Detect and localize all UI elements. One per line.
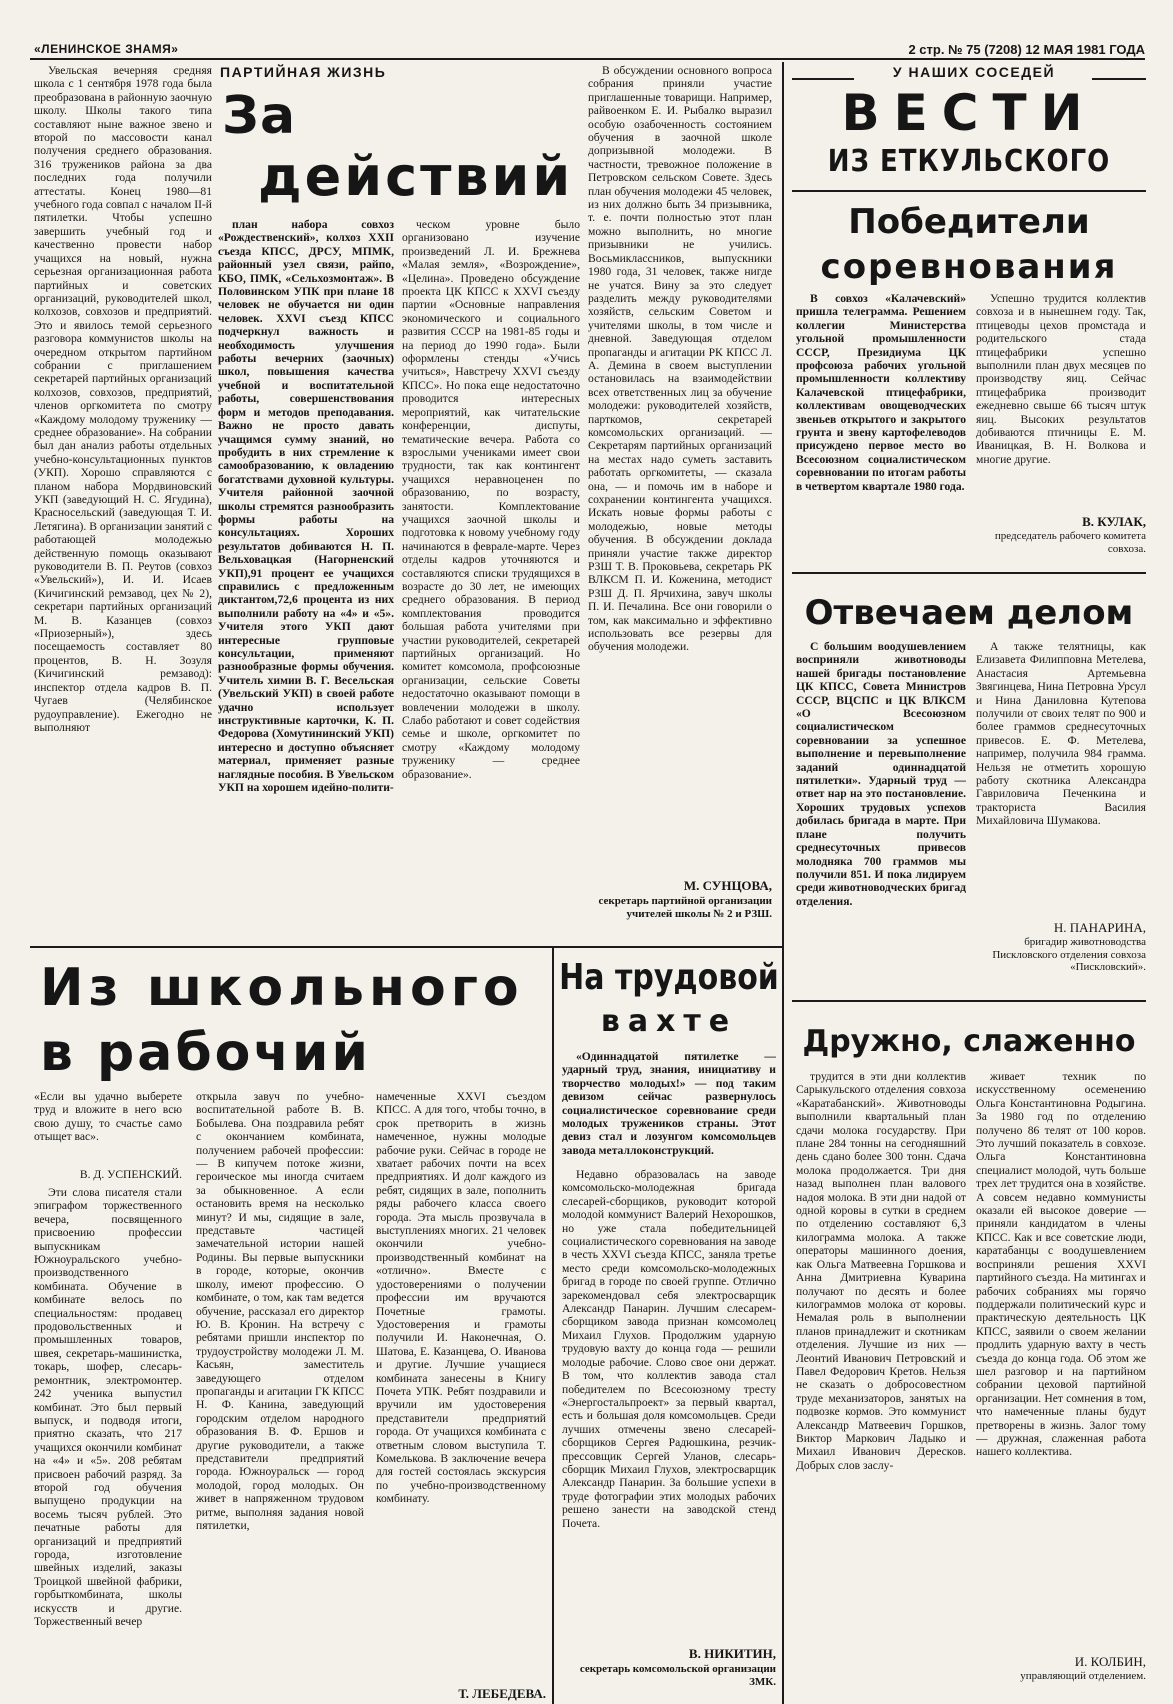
neighbors-rule <box>792 190 1146 192</box>
watch-body <box>562 1168 776 1644</box>
deeds-column-2 <box>976 640 1146 916</box>
issue-line: 2 стр. № 75 (7208) 12 МАЯ 1981 ГОДА <box>908 42 1145 57</box>
school-column-3 <box>376 1090 546 1684</box>
school-col2-text: открыла завуч по учебно-воспитательной работе В. В. Бобылева. Она поздравила ребят с окончанием комбината, получением рабочей профессии: — В кипучем потоке жизни, героическое мы иногда считаем за обыкновенное. А если остановить время на несколько минут? И мы, сидящие в зале, представьте частицей замечательной истории нашей Родины. Вы первые выпускники в городе, которые, окончив школу, имеют профессию. О комбинате, о том, как там ведется обучение, рассказал его директор Ю. В. Кронин. На встречу с ребятами пришли инспектор по трудоустройству молодежи Л. М. Касьян, заместитель заведующего отделом пропаганды и агитации ГК КПСС Н. Ф. Канина, заведующий городским отделом народного образования В. Ф. Ершов и другие руководители, а также представители предприятий города. Южноуральск — город молодой, город молодых. Он живет в напряженном трудовом ритме, выполняя задания новой пятилетки, <box>196 1090 364 1532</box>
deeds-signature: Н. ПАНАРИНА, <box>1053 920 1146 935</box>
top-rule <box>30 58 1145 60</box>
winners-col1-text: В совхоз «Калачевский» пришла телеграмма. Решением коллегии Министерства угольной промышленности СССР, Президиума ЦК профсоюза рабочих угольной промышленности коллективу Калачевской птицефабрики, коллективам овощеводческих звеньев открытого и закрытого грунта и звену картофелеводов присуждено первое место во Всесоюзном социалистическом соревновании по итогам работы в четвертом квартале 1980 года. <box>796 292 966 493</box>
winners-title-line1: Победители <box>848 202 1090 242</box>
school-col1-text: Эти слова писателя стали эпиграфом торжественного вечера, посвященного присвоению профессии выпускникам Южноуральского учебно-производственного комбината. Обучение в комбинате велось по специальностям: продавец продовольственных и промышленных товаров, швея, секретарь-машинистка, токарь, шофер, слесарь-ремонтник, электромонтер. 242 ученика выпустил комбинат. Это был первый выпуск, и подводя итоги, приятно сказать, что 217 учащихся окончили комбинат на «4» и «5». 208 ребятам присвоен рабочий разряд. За второй год обучения выпущено продукции на восемь тысяч рублей. Это печатные работы для организаций и предприятий города, изготовление швейных изделий, заказы Троицкой швейной фабрики, горбыткомбината, школы искусств и другие. Торжественный вечер <box>34 1186 182 1628</box>
watch-signature: В. НИКИТИН, <box>688 1646 776 1661</box>
deeds-col1-text: С большим воодушевлением восприняли животноводы нашей бригады постановление ЦК КПСС, Совета Министров СССР, ВЦСПС и ЦК ВЛКСМ «О Всесоюзном социалистическом соревновании за успешное выполнение и перевыполнение заданий одиннадцатой пятилетки». Ударный труд — ответ нар на это постановление. Хороших трудовых успехов добилась бригада в марте. При плане получить среднесуточных привесов молодняка 700 граммов мы получили 851. И пока лидируем среди животноводческих бригад отделения. <box>796 640 966 908</box>
winners-col2-text: Успешно трудится коллектив совхоза и в нынешнем году. Так, птицеводы цехов промстада и родительского стада птицефабрики успешно выполнили план двух месяцев по производству яиц. Сейчас птицефабрика производит ежедневно свыше 66 тысяч штук яиц. Высоких результатов добиваются птичницы Е. М. Иваницкая, В. Н. Волкова и многие другие. <box>976 292 1146 466</box>
watch-signature-role: секретарь комсомольской организации ЗМК. <box>579 1663 776 1688</box>
friendly-title: Дружно, слаженно <box>802 1024 1136 1059</box>
school-col3-text: намеченные XXVI съездом КПСС. А для того, чтобы точно, в срок претворить в жизнь намеченное, нужны молодые рабочие руки. Сейчас в городе не хватает рабочих почти на всех предприятиях. И долг каждого из ребят, сидящих в зале, пополнить ряды рабочего класса своего города. Эта мысль прозвучала в выступлениях многих. 21 человек окончили учебно-производственный комбинат на «отлично». Вместе с удостоверениями о получении профессии им вручаются Почетные грамоты. Удостоверения и грамоты получили И. Наконечная, О. Шатова, Е. Казанцева, О. Иванова и другие. Лучшие учащиеся комбината занесены в Книгу Почета УПК. Ребят поздравили и вручили им удостоверения представители предприятий города. От учащихся комбината с ответным словом выступила Т. Комелькова. В заключение вечера для гостей состоялась экскурсия по учебно-производственному комбинату. <box>376 1090 546 1506</box>
friendly-col2-text: живает техник по искусственному осеменению Ольга Константиновна Родыгина. За 1980 год по отделению получено 86 телят от 100 коров. Это лучший показатель в совхозе. Ольга Константиновна специалист молодой, чуть больше трех лет трудится она в хозяйстве. А совсем недавно коммунисты оказали ей высокое доверие — приняли кандидатом в члены КПСС. Как и все советские люди, каратабанцы с воодушевлением восприняли решения XXVI партийного съезда. На митингах и рабочих собраниях мы горячо поддержали политический курс и практическую деятельность ЦК КПСС, заявили о своем желании продлить ударную вахту в честь съезда до конца года. Об этом же шел разговор и на партийном собрании цеховой партийной организации. Нет сомнения в том, что намеченные планы будут претворены в жизнь. Залог тому — дружная, слаженная работа нашего коллектива. <box>976 1070 1146 1459</box>
friendly-column-1 <box>796 1070 966 1704</box>
school-title-line1: Из школьного <box>40 958 524 1018</box>
party-column-3 <box>402 218 580 938</box>
party-column-2 <box>218 218 394 938</box>
winners-rule <box>792 572 1146 574</box>
winners-signature-role: председатель рабочего комитета совхоза. <box>994 530 1146 555</box>
party-title-line2: действий <box>258 146 574 208</box>
watch-body-text: Недавно образовалась на заводе комсомольско-молодежная бригада слесарей-сборщиков, руководит которой молодой коммунист Валерий Нехорошков, но уже стала победительницей социалистического соревнования на заводе в честь XXVI съезда КПСС, заняла третье место среди комсомольско-молодежных бригад в городе по своей группе. Отлично зарекомендовал себя электросварщик Александр Панарин. Лучшим слесарем-сборщиком завода признан комсомолец Михаил Глухов. Продолжим ударную трудовую вахту до конца года — решили молодые рабочие. Слово свое они держат. В том, что коллектив завода стал победителем по Всесоюзному тресту «Энергостальпроект» за первый квартал, есть и большая доля комсомольцев. Среди лучших отмечены звено слесарей-сборщиков Сергея Радюшкина, резчик-прессовщик Сергей Уланов, слесарь-сборщик Михаил Глухов, электросварщик Александр Панарин. За большие успехи в труде фотографии этих молодых рабочих решено занести на заводской стенд Почета. <box>562 1168 776 1530</box>
party-signature-role: секретарь партийной организации учителей школы № 2 и РЗШ. <box>598 895 772 920</box>
masthead-name: «ЛЕНИНСКОЕ ЗНАМЯ» <box>34 42 179 56</box>
party-column-1 <box>34 64 212 940</box>
friendly-column-2 <box>976 1070 1146 1650</box>
party-col3-text: ческом уровне было организовано изучение произведений Л. И. Брежнева «Малая земля», «Возрождение», «Целина». Проведено обсуждение проекта ЦК КПСС к XXVI съезду партии «Основные направления экономического и социального развития СССР на 1981-85 годы и на период до 1990 года». Были оформлены стенды «Учись учиться», Навстречу XXVI съезду КПСС». Но пока еще недостаточно проводится интересных мероприятий, как читательские конференции, диспуты, тематические вечера. Работа со взрослыми учениками имеет свои трудности, так как контингент учащихся неравноценен по образованию, по возрасту, занятости. Комплектование учащихся заочной школы и подготовка к новому учебному году начинаются в феврале-марте. Через отделы кадров уточняются и составляются списки трудящихся в возрасте до 30 лет, не имеющих среднего образования. В период комплектования проводится большая работа учителями при участии руководителей, секретарей партийных организаций. Но комитет комсомола, профсоюзные организации, сельские Советы недостаточно оказывают помощи в вовлечении молодежи в школу. Слабо работают и совет содействия семье и школе, оргкомитет по смотру «Каждому молодому труженику — среднее образование». <box>402 218 580 781</box>
neighbors-subtitle: ИЗ ЕТКУЛЬСКОГО <box>827 144 1111 180</box>
school-epigraph-text: «Если вы удачно выберете труд и вложите в него всю свою душу, то счастье само отыщет вас». <box>34 1090 182 1144</box>
winners-column-1 <box>796 292 966 562</box>
winners-title-line2: соревнования <box>820 247 1118 287</box>
rubric-rule-left <box>792 78 854 80</box>
school-epigraph <box>34 1090 182 1168</box>
deeds-title: Отвечаем делом <box>804 593 1134 633</box>
neighbors-rubric: У НАШИХ СОСЕДЕЙ <box>892 64 1056 80</box>
friendly-signature-role: управляющий отделением. <box>1020 1670 1146 1682</box>
school-column-1 <box>34 1186 182 1704</box>
deeds-rule <box>792 1000 1146 1002</box>
party-column-4 <box>588 64 772 874</box>
column-divider <box>782 62 784 1704</box>
neighbors-title: ВЕСТИ <box>841 84 1097 142</box>
party-col1-text: Увельская вечерняя средняя школа с 1 сентября 1978 года была преобразована в районную заочную школу. Школы такого типа составляют ныне важное звено и второй по массовости канал получения среднего образования. 316 тружеников района за два последних года получили аттестаты. Конец 1980—81 учебного года совпал с началом II-й пятилетки. Чтобы успешно завершить учебный год и качественно провести набор учащихся на новый, нужна серьезная организационная работа партийных и советских организаций, руководителей школ, колхозов, совхозов и предприятий. Это и явилось темой серьезного разговора коммунистов школы на очередном открытом партийном собрании с приглашением секретарей партийных организаций колхозов, совхозов, предприятий, членов оргкомитета по смотру «Каждому молодому труженику — среднее образование». На собрании был дан анализ работы отдельных учебно-консультационных пунктов (УКП). Хорошо справляются с планом набора Мордвиновский УКП (заведующий Н. С. Ягудина), Красносельский (заведующая Т. И. Летягина). В организации занятий с работающей молодежью действенную помощь оказывают руководители В. П. Реутов (совхоз «Увельский»), И. И. Исаев (Кичигинский ремзавод, цех № 2), секретари партийных организаций М. В. Казанцев (совхоз «Приозерный»), здесь посещаемость составляет 80 процентов, В. Н. Зозуля (Кичигинский ремзавод): инспектор отдела кадров В. П. Чугаев (Челябинское рудоуправление). Ежегодно не выполняют <box>34 64 212 734</box>
friendly-signature: И. КОЛБИН, <box>1074 1654 1146 1669</box>
rubric-rule-right <box>1092 78 1146 80</box>
winners-column-2 <box>976 292 1146 512</box>
friendly-col1-text: трудится в эти дни коллектив Сарыкульского отделения совхоза «Каратабанский». Животноводы выполнили квартальный план сдачи молока государству. При плане 284 тонны на сегодняшний день сдано более 300 тонн. Сдача молока продолжается. Три дня назад выполнен план валового надоя молока. В эти дни надой от одной коровы в сутки в среднем по отделению составляют 6,3 килограмма молока. А также операторы машинного доения, как Ольга Матвеевна Горшкова и Анна Дмитриевна Куварина получают по десять и более килограммов молока от коровы. Немалая роль в выполнении планов принадлежит и скотникам отделения. Лучшие из них — Леонтий Иванович Петровский и Павел Федорович Кретов. Нельзя не сказать о добросовестном труде механизаторов, занятых на подвозке кормов. Это коммунист Александр Матвеевич Горшков, Виктор Маркович Ладыко и Михаил Иванович Дересков. Добрых слов заслу- <box>796 1070 966 1472</box>
deeds-col2-text: А также телятницы, как Елизавета Филипповна Метелева, Анастасия Артемьевна Звягинцева, Нина Петровна Урсул и Нина Даниловна Кутепова получили от своих телят по 900 и более граммов среднесуточных привесов. Е. Ф. Метелева, например, получила 984 грамма. Нельзя не отметить хорошую работу скотника Александра Гавриловича Печенкина и тракториста Василия Михайловича Шумакова. <box>976 640 1146 828</box>
party-col2-text: план набора совхоз «Рождественский», колхоз XXII съезда КПСС, ДРСУ, МПМК, районный узел связи, райпо, КБО, ПМК, «Сельхозмонтаж». В Половинском УПК при плане 18 человек не обучается ни один человек. XXVI съезд КПСС подчеркнул важность и необходимость улучшения работы вечерних (заочных) школ, повышения качества учебной и воспитательной работы, совершенствования форм и методов преподавания. Важно не просто давать учащимся сумму знаний, но пробудить в них стремление к самообразованию, к овладению богатствами духовной культуры. Учителя районной заочной школы стремятся разнообразить формы работы на консультациях. Хороших результатов добиваются Н. П. Вельховацкая (Нагорненский УКП),91 процент ее учащихся справились с предложенным диктантом,72,6 процента из них выполнили работу на «4» и «5». Учителя этого УКП дают интересные групповые консультации, применяют разнообразные формы обучения. Учитель химии В. Г. Весельская (Увельский УКП) в своей работе удачно использует инструктивные карточки, К. П. Федорова (Хомутининский УКП) интересно и доступно объясняет материал, применяет разные наглядные пособия. В Увельском УКП на хорошем идейно-полити- <box>218 218 394 795</box>
party-rubric: ПАРТИЙНАЯ ЖИЗНЬ <box>220 64 387 80</box>
deeds-signature-role: бригадир животноводства Пискловского отделения совхоза «Пискловский». <box>992 936 1146 973</box>
school-signature: Т. ЛЕБЕДЕВА. <box>458 1686 546 1701</box>
watch-lead <box>562 1050 776 1166</box>
school-epigraph-author: В. Д. УСПЕНСКИЙ. <box>79 1168 182 1181</box>
deeds-column-1 <box>796 640 966 986</box>
middle-rule <box>30 946 782 948</box>
watch-title-line1: На трудовой <box>559 956 779 999</box>
party-signature: М. СУНЦОВА, <box>683 878 772 893</box>
party-col4-text: В обсуждении основного вопроса собрания приняли участие приглашенные товарищи. Например, райвоенком Е. И. Рыбалко выразил особую озабоченность состоянием обучения в заочной школе допризывной молодежи. В частности, тревожное положение в Петровском сельском Совете. Здесь план обучения молодежи 45 человек, из них должно быть 34 призывника, т. е. почти полностью этот план можно выполнить, но многие призывники не учились. Восьмиклассников, выпускники 1980 года, 31 человек, также нигде не учатся. Вину за это следует разделить между руководителями хозяйств, сельским Советом и учителями школы, в том числе и дневной. Заведующая отделом пропаганды и агитации РК КПСС Л. А. Демина в своем выступлении остановилась на взаимодействии всех ответственных лиц за обучение молодежи: руководителей хозяйств, парткомов, секретарей комсомольских организаций. — Секретарям партийных организаций на местах надо суметь заставить работать оргкомитеты, — сказала она, — и помочь им в наборе и сохранении контингента учащихся. Искать новые формы работы с молодежью, новые методы обучения. В обсуждении доклада приняли участие также директор РЗШ Т. В. Проковьева, секретарь РК ВЛКСМ П. И. Коженина, методист РЗШ Д. П. Ярчихина, завуч школы П. И. Печалина. Все они говорили о том, как максимально и эффективно использовать все резервы для обучения молодежи. <box>588 64 772 654</box>
school-title-line2: в рабочий <box>40 1023 371 1083</box>
watch-lead-text: «Одиннадцатой пятилетке — ударный труд, знания, инициативу и творчество молодых!» — под таким девизом сейчас развернулось социалистическое соревнование среди молодых тружеников страны. Этот девиз стал и лозунгом комсомольцев завода металлоконструкций. <box>562 1050 776 1157</box>
winners-signature: В. КУЛАК, <box>1082 514 1146 529</box>
watch-title-line2: вахте <box>600 1004 738 1039</box>
school-watch-divider <box>552 948 554 1704</box>
school-column-2 <box>196 1090 364 1704</box>
party-title-line1: За <box>222 86 297 146</box>
